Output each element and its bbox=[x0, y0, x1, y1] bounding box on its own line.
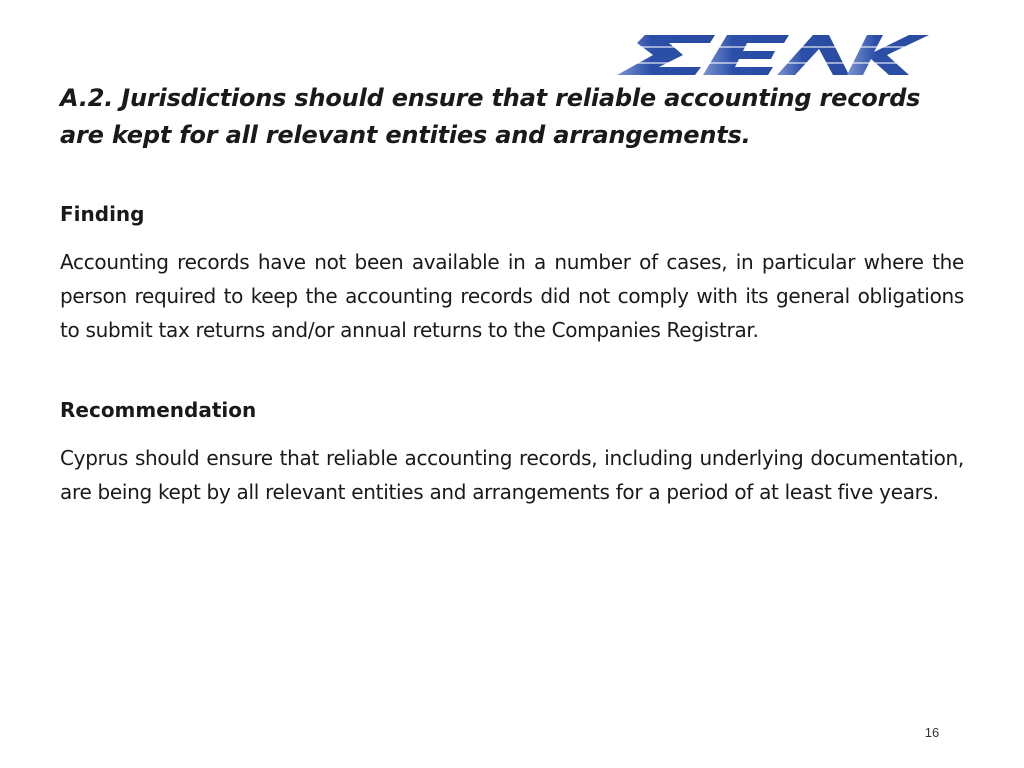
organization-logo bbox=[617, 32, 929, 78]
finding-text: Accounting records have not been available in a number of cases, in particular where the person required to keep the accounting records did not comply with its general obligations to submit tax returns and/or annual returns to the Companies Registrar. bbox=[60, 250, 964, 342]
recommendation-heading: Recommendation bbox=[60, 398, 257, 422]
page-number: 16 bbox=[924, 725, 940, 740]
slide-title: A.2. Jurisdictions should ensure that reliable accounting records are kept for all relevant entities and arrangements. bbox=[60, 84, 921, 149]
recommendation-text: Cyprus should ensure that reliable accounting records, including underlying documentation, are being kept by all relevant entities and arrangements for a period of at least five years. bbox=[60, 446, 964, 504]
finding-heading: Finding bbox=[60, 202, 145, 226]
